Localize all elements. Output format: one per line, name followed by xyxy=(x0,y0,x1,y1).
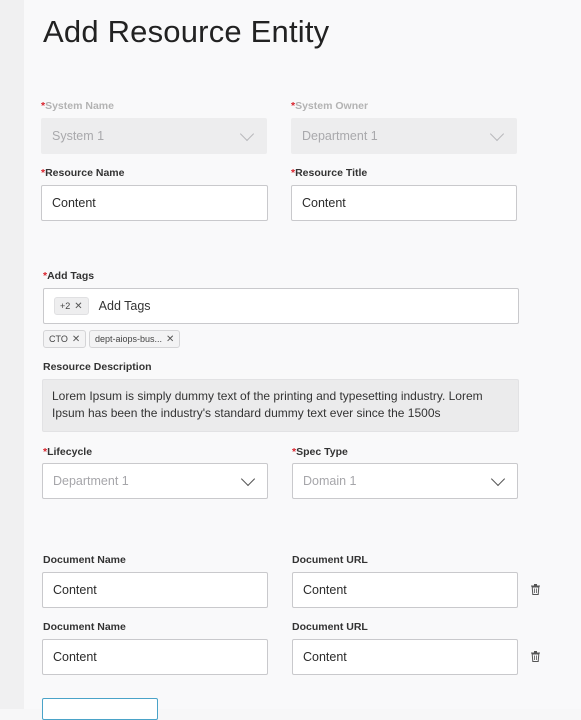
document-url-value: Content xyxy=(303,650,347,664)
tag-chip[interactable] xyxy=(89,330,180,348)
resource-title-value: Content xyxy=(302,196,346,210)
tags-input[interactable] xyxy=(43,288,519,324)
close-icon[interactable]: ✕ xyxy=(166,333,175,345)
document-name-label: Document Name xyxy=(43,621,126,633)
document-url-input[interactable] xyxy=(292,639,518,675)
spec-type-value: Domain 1 xyxy=(303,474,357,488)
add-document-button[interactable] xyxy=(42,698,158,720)
tag-chip-label: dept-aiops-bus... xyxy=(95,334,163,344)
left-gutter xyxy=(0,0,24,709)
spec-type-label xyxy=(292,446,348,458)
chevron-down-icon xyxy=(490,127,504,141)
chevron-down-icon xyxy=(491,472,505,486)
resource-name-label xyxy=(41,167,124,179)
required-marker: * xyxy=(291,167,296,179)
description-line: Lorem Ipsum is simply dummy text of the printing and typesetting industry. Lorem xyxy=(52,389,483,403)
spec-type-select[interactable] xyxy=(292,463,518,499)
page-title: Add Resource Entity xyxy=(43,14,330,49)
required-marker: * xyxy=(41,167,46,179)
document-url-value: Content xyxy=(303,583,347,597)
chevron-down-icon xyxy=(240,127,254,141)
required-marker: * xyxy=(291,100,296,112)
lifecycle-label-text: Lifecycle xyxy=(47,446,93,458)
resource-title-label xyxy=(291,167,367,179)
lifecycle-value: Department 1 xyxy=(53,474,129,488)
document-name-input[interactable] xyxy=(42,572,268,608)
more-tags-chip[interactable] xyxy=(54,297,89,315)
tag-chip[interactable] xyxy=(43,330,86,348)
close-icon[interactable]: ✕ xyxy=(71,333,81,345)
document-name-input[interactable] xyxy=(42,639,268,675)
document-name-label: Document Name xyxy=(43,554,126,566)
document-url-input[interactable] xyxy=(292,572,518,608)
trash-icon[interactable] xyxy=(531,584,540,595)
lifecycle-label xyxy=(43,446,92,458)
required-marker: * xyxy=(43,446,48,458)
description-line: Ipsum has been the industry's standard dummy text ever since the 1500s xyxy=(52,406,441,420)
system-owner-label xyxy=(291,100,368,112)
resource-title-label-text: Resource Title xyxy=(295,167,368,179)
lifecycle-select[interactable] xyxy=(42,463,268,499)
system-name-label-text: System Name xyxy=(45,100,114,112)
resource-description-label xyxy=(43,361,152,373)
document-name-value: Content xyxy=(53,650,97,664)
system-owner-label-text: System Owner xyxy=(295,100,369,112)
document-url-label: Document URL xyxy=(292,621,368,633)
add-tags-label-text: Add Tags xyxy=(47,270,95,282)
system-name-select[interactable] xyxy=(41,118,267,154)
required-marker: * xyxy=(292,446,297,458)
document-name-value: Content xyxy=(53,583,97,597)
chevron-down-icon xyxy=(241,472,255,486)
resource-description-textarea[interactable] xyxy=(42,379,519,432)
resource-name-value: Content xyxy=(52,196,96,210)
resource-title-input[interactable] xyxy=(291,185,517,221)
system-owner-value: Department 1 xyxy=(302,129,378,143)
spec-type-label-text: Spec Type xyxy=(296,446,348,458)
add-tags-label xyxy=(43,270,94,282)
required-marker: * xyxy=(41,100,46,112)
required-marker: * xyxy=(43,270,48,282)
system-name-label xyxy=(41,100,114,112)
resource-name-input[interactable] xyxy=(41,185,268,221)
trash-icon[interactable] xyxy=(531,651,540,662)
system-owner-select[interactable] xyxy=(291,118,517,154)
system-name-value: System 1 xyxy=(52,129,105,143)
more-tags-count: +2 xyxy=(60,301,71,311)
close-icon[interactable]: ✕ xyxy=(74,300,83,312)
document-url-label: Document URL xyxy=(292,554,368,566)
resource-name-label-text: Resource Name xyxy=(45,167,125,179)
tag-chip-label: CTO xyxy=(49,334,68,344)
resource-description-label-text: Resource Description xyxy=(43,361,152,373)
add-tags-placeholder: Add Tags xyxy=(98,299,151,313)
